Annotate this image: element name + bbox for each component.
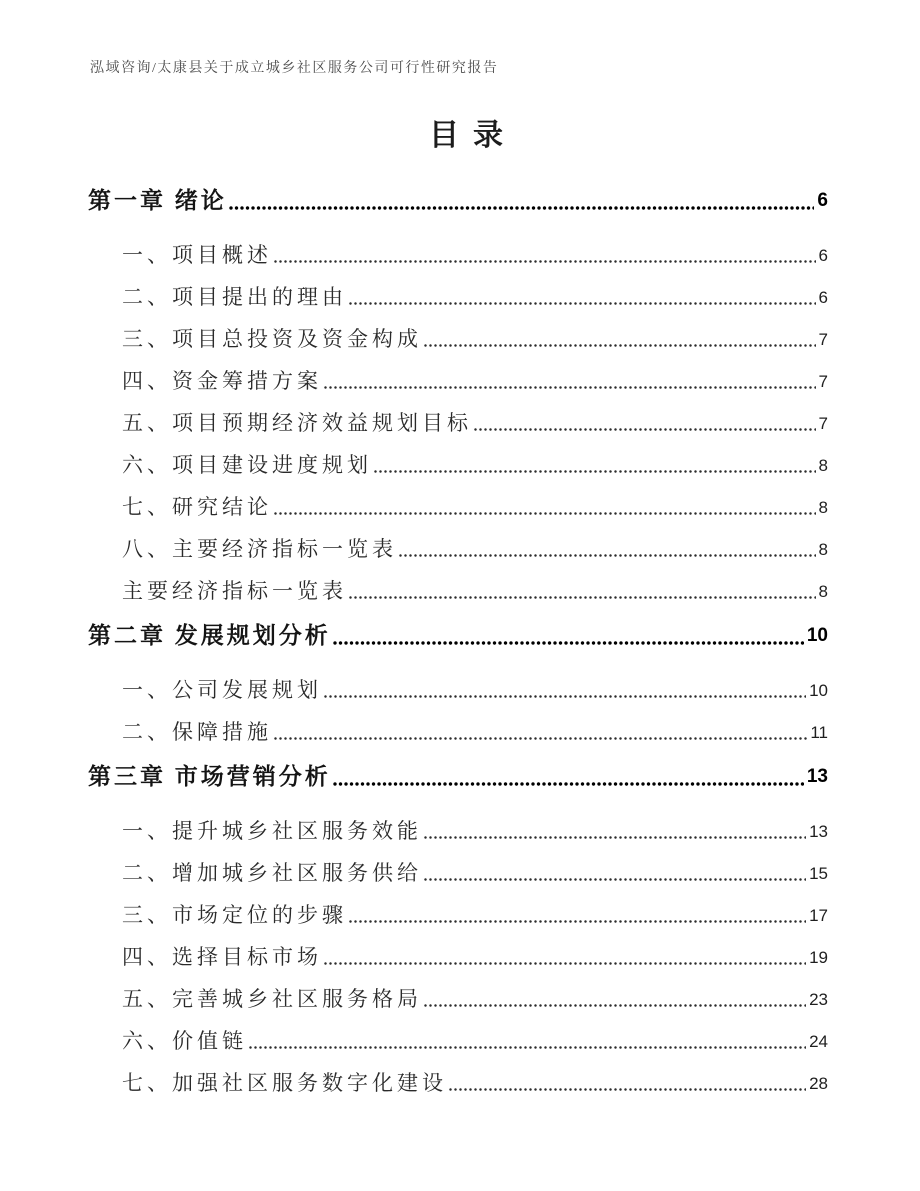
toc-item-label: 二、增加城乡社区服务供给	[122, 861, 422, 885]
toc-item-label: 七、加强社区服务数字化建设	[122, 1071, 447, 1095]
toc-item-label: 三、项目总投资及资金构成	[122, 327, 422, 351]
toc-item-row[interactable]	[88, 327, 828, 352]
toc-chapter-section	[88, 621, 828, 745]
toc-item-label: 一、提升城乡社区服务效能	[122, 819, 422, 843]
dot-leader	[349, 596, 816, 599]
dot-leader	[424, 344, 816, 347]
toc-item-row[interactable]	[88, 819, 828, 844]
dot-leader	[449, 1088, 806, 1091]
toc-page-number: 8	[818, 456, 828, 475]
toc-page-number: 7	[818, 330, 828, 349]
dot-leader	[374, 470, 816, 473]
dot-leader	[274, 737, 807, 740]
toc-item-label: 三、市场定位的步骤	[122, 903, 347, 927]
dot-leader	[324, 695, 806, 698]
toc-chapter-label: 第二章 发展规划分析	[88, 623, 331, 648]
toc-page-number: 23	[809, 990, 828, 1009]
toc-page-number: 17	[809, 906, 828, 925]
toc-page-number: 28	[809, 1074, 828, 1093]
toc-item-label: 四、资金筹措方案	[122, 369, 322, 393]
toc-chapter-row[interactable]	[88, 186, 828, 216]
toc-item-row[interactable]	[88, 720, 828, 745]
dot-leader	[333, 641, 804, 645]
toc-item-label: 四、选择目标市场	[122, 945, 322, 969]
toc-item-label: 二、项目提出的理由	[122, 285, 347, 309]
dot-leader	[424, 836, 806, 839]
dot-leader	[274, 512, 816, 515]
toc-item-list	[88, 819, 828, 1096]
toc-chapter-section	[88, 762, 828, 1096]
toc-item-label: 七、研究结论	[122, 495, 272, 519]
toc-item-label: 五、项目预期经济效益规划目标	[122, 411, 472, 435]
toc-item-row[interactable]	[88, 678, 828, 703]
toc-item-label: 一、项目概述	[122, 243, 272, 267]
toc-page-number: 15	[809, 864, 828, 883]
toc-item-row[interactable]	[88, 285, 828, 310]
toc-page-number: 24	[809, 1032, 828, 1051]
toc-item-row[interactable]	[88, 1071, 828, 1096]
toc-page-number: 11	[810, 723, 828, 742]
toc-item-row[interactable]	[88, 537, 828, 562]
toc-page-number: 8	[818, 540, 828, 559]
toc-page-number: 8	[818, 498, 828, 517]
toc-chapter-row[interactable]	[88, 762, 828, 792]
page-title: 目录	[429, 119, 517, 152]
toc-item-row[interactable]	[88, 1029, 828, 1054]
toc-page-number: 19	[809, 948, 828, 967]
toc-chapter-row[interactable]	[88, 621, 828, 651]
toc-item-label: 五、完善城乡社区服务格局	[122, 987, 422, 1011]
dot-leader	[249, 1046, 806, 1049]
toc-page-number: 10	[809, 681, 828, 700]
toc-item-label: 一、公司发展规划	[122, 678, 322, 702]
dot-leader	[324, 962, 806, 965]
table-of-contents	[88, 186, 828, 1113]
toc-item-row[interactable]	[88, 243, 828, 268]
dot-leader	[399, 554, 816, 557]
dot-leader	[349, 920, 806, 923]
toc-page-number: 13	[809, 822, 828, 841]
toc-item-row[interactable]	[88, 453, 828, 478]
toc-item-label: 主要经济指标一览表	[122, 579, 347, 603]
toc-chapter-label: 第三章 市场营销分析	[88, 764, 331, 789]
toc-item-list	[88, 678, 828, 745]
toc-page-number: 6	[817, 190, 828, 211]
toc-item-row[interactable]	[88, 987, 828, 1012]
toc-page-number: 7	[818, 372, 828, 391]
toc-item-label: 八、主要经济指标一览表	[122, 537, 397, 561]
toc-item-row[interactable]	[88, 945, 828, 970]
dot-leader	[324, 386, 816, 389]
toc-item-row[interactable]	[88, 903, 828, 928]
dot-leader	[424, 1004, 806, 1007]
toc-item-row[interactable]	[88, 861, 828, 886]
toc-item-row[interactable]	[88, 579, 828, 604]
toc-page-number: 6	[818, 246, 828, 265]
toc-item-list	[88, 243, 828, 604]
toc-page-number: 8	[818, 582, 828, 601]
toc-item-row[interactable]	[88, 495, 828, 520]
toc-chapter-section	[88, 186, 828, 604]
dot-leader	[349, 302, 816, 305]
document-header: 泓域咨询/太康县关于成立城乡社区服务公司可行性研究报告	[90, 61, 499, 76]
toc-page-number: 7	[818, 414, 828, 433]
dot-leader	[274, 260, 816, 263]
toc-page-number: 6	[818, 288, 828, 307]
dot-leader	[333, 782, 804, 786]
dot-leader	[474, 428, 816, 431]
toc-item-label: 六、项目建设进度规划	[122, 453, 372, 477]
toc-item-row[interactable]	[88, 369, 828, 394]
toc-page-number: 10	[806, 625, 828, 646]
toc-page-number: 13	[806, 766, 828, 787]
toc-item-row[interactable]	[88, 411, 828, 436]
dot-leader	[229, 206, 815, 210]
toc-item-label: 二、保障措施	[122, 720, 272, 744]
dot-leader	[424, 878, 806, 881]
toc-item-label: 六、价值链	[122, 1029, 247, 1053]
toc-chapter-label: 第一章 绪论	[88, 188, 227, 213]
